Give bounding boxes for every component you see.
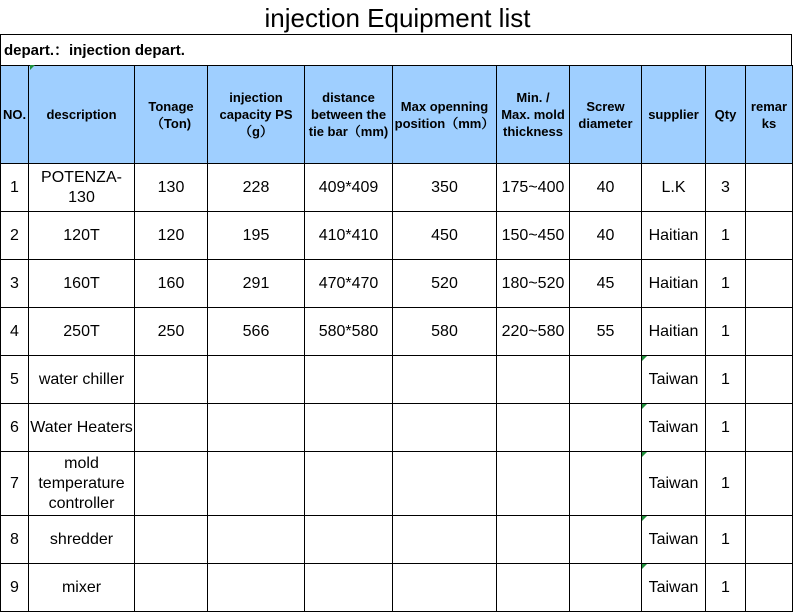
cell-screw (570, 260, 642, 308)
cell-remarks (746, 308, 793, 356)
cell-description-text: POTENZA-130 (41, 168, 122, 206)
cell-description-text: mixer (61, 578, 102, 596)
cell-marker (642, 516, 647, 521)
cell-capacity (208, 164, 305, 212)
cell-tie-bar (305, 164, 393, 212)
cell-qty-text: 1 (721, 418, 730, 436)
cell-tie-bar-text: 580*580 (318, 322, 379, 340)
cell-screw-text: 55 (596, 322, 615, 340)
cell-opening-text: 520 (431, 274, 458, 292)
header-qty: Qty (706, 66, 746, 164)
cell-opening (393, 564, 497, 612)
cell-marker (642, 564, 647, 569)
cell-description-text: mold temperature controller (38, 454, 125, 512)
table-row (1, 516, 793, 564)
cell-tonnage-text: 130 (157, 178, 185, 196)
cell-description (29, 564, 135, 612)
cell-tonnage (135, 308, 208, 356)
cell-capacity (208, 212, 305, 260)
cell-mold-thickness (497, 308, 570, 356)
cell-mold-thickness (497, 564, 570, 612)
cell-supplier-text: Haitian (648, 322, 699, 340)
cell-capacity-text: 228 (242, 178, 270, 196)
cell-tonnage (135, 212, 208, 260)
cell-mold-thickness-text: 150~450 (501, 226, 565, 244)
cell-mold-thickness (497, 516, 570, 564)
cell-tonnage (135, 452, 208, 516)
cell-qty (706, 308, 746, 356)
cell-mold-thickness-text: 220~580 (501, 322, 565, 340)
cell-no-text: 5 (10, 370, 19, 388)
cell-tonnage (135, 564, 208, 612)
cell-no (1, 164, 29, 212)
cell-tonnage-text: 120 (157, 226, 185, 244)
cell-remarks (746, 452, 793, 516)
cell-capacity-text: 291 (242, 274, 270, 292)
cell-supplier (642, 164, 706, 212)
cell-tonnage (135, 164, 208, 212)
cell-no-text: 7 (10, 474, 19, 492)
cell-supplier-text: Taiwan (648, 474, 699, 492)
cell-opening (393, 260, 497, 308)
cell-qty (706, 164, 746, 212)
table-row (1, 452, 793, 516)
cell-no (1, 260, 29, 308)
header-description: description (29, 66, 135, 164)
cell-no (1, 308, 29, 356)
cell-description-text: water chiller (38, 370, 125, 388)
cell-capacity (208, 308, 305, 356)
table-row (1, 404, 793, 452)
cell-qty (706, 260, 746, 308)
cell-screw-text: 40 (596, 226, 615, 244)
cell-opening (393, 452, 497, 516)
cell-remarks (746, 356, 793, 404)
cell-remarks (746, 404, 793, 452)
cell-mold-thickness (497, 212, 570, 260)
cell-opening-text: 350 (431, 178, 458, 196)
department-label: depart.：injection depart. (0, 34, 792, 65)
cell-supplier (642, 212, 706, 260)
cell-description (29, 308, 135, 356)
cell-supplier (642, 260, 706, 308)
cell-opening-text: 450 (431, 226, 458, 244)
equipment-table (0, 65, 793, 612)
header-opening: Max openning position（mm） (393, 66, 497, 164)
cell-qty (706, 564, 746, 612)
cell-qty (706, 452, 746, 516)
cell-marker (642, 404, 647, 409)
cell-tie-bar (305, 308, 393, 356)
cell-screw-text: 40 (596, 178, 615, 196)
cell-no-text: 9 (10, 578, 19, 596)
table-row (1, 564, 793, 612)
cell-capacity (208, 260, 305, 308)
cell-opening (393, 356, 497, 404)
table-row (1, 260, 793, 308)
cell-no-text: 2 (10, 226, 19, 244)
cell-qty (706, 356, 746, 404)
cell-no-text: 1 (10, 178, 19, 196)
cell-supplier-text: Haitian (648, 226, 699, 244)
cell-mold-thickness (497, 452, 570, 516)
cell-qty-text: 1 (721, 226, 730, 244)
cell-supplier (642, 404, 706, 452)
header-no: NO. (1, 66, 29, 164)
cell-tonnage (135, 260, 208, 308)
cell-opening-text: 580 (431, 322, 458, 340)
cell-no (1, 212, 29, 260)
cell-opening (393, 516, 497, 564)
cell-capacity (208, 564, 305, 612)
cell-supplier-text: Taiwan (648, 530, 699, 548)
cell-remarks (746, 516, 793, 564)
header-capacity: injection capacity PS （g） (208, 66, 305, 164)
cell-description (29, 452, 135, 516)
cell-capacity-text: 566 (242, 322, 270, 340)
cell-screw (570, 452, 642, 516)
cell-tie-bar (305, 356, 393, 404)
cell-capacity (208, 516, 305, 564)
header-remarks: remar ks (746, 66, 793, 164)
cell-tonnage (135, 516, 208, 564)
cell-description (29, 260, 135, 308)
cell-no-text: 4 (10, 322, 19, 340)
cell-description-text: 160T (63, 274, 100, 292)
cell-supplier (642, 452, 706, 516)
cell-no (1, 356, 29, 404)
cell-screw (570, 564, 642, 612)
cell-mold-thickness (497, 260, 570, 308)
cell-description-text: shredder (49, 530, 114, 548)
cell-screw (570, 516, 642, 564)
cell-supplier (642, 356, 706, 404)
header-supplier: supplier (642, 66, 706, 164)
table-body (1, 164, 793, 612)
table-row (1, 308, 793, 356)
cell-qty (706, 404, 746, 452)
cell-capacity (208, 452, 305, 516)
cell-supplier (642, 308, 706, 356)
cell-tie-bar (305, 516, 393, 564)
cell-capacity (208, 356, 305, 404)
cell-qty-text: 1 (721, 578, 730, 596)
table-row (1, 356, 793, 404)
cell-marker (642, 356, 647, 361)
cell-tie-bar-text: 470*470 (318, 274, 379, 292)
cell-supplier-text: Taiwan (648, 578, 699, 596)
cell-opening (393, 308, 497, 356)
cell-marker (30, 65, 35, 70)
header-tonnage: Tonage （Ton) (135, 66, 208, 164)
cell-supplier (642, 516, 706, 564)
cell-remarks (746, 564, 793, 612)
cell-description (29, 164, 135, 212)
header-screw: Screw diameter (570, 66, 642, 164)
cell-no-text: 6 (10, 418, 19, 436)
cell-description-text: Water Heaters (30, 418, 133, 436)
table-row (1, 164, 793, 212)
cell-description (29, 516, 135, 564)
cell-qty-text: 1 (721, 322, 730, 340)
cell-supplier-text: Taiwan (648, 370, 699, 388)
cell-mold-thickness (497, 356, 570, 404)
cell-capacity (208, 404, 305, 452)
cell-tie-bar-text: 410*410 (318, 226, 379, 244)
cell-screw-text: 45 (596, 274, 615, 292)
cell-no (1, 404, 29, 452)
header-tie-bar: distance between the tie bar（mm) (305, 66, 393, 164)
cell-description (29, 356, 135, 404)
cell-opening (393, 212, 497, 260)
cell-supplier-text: Taiwan (648, 418, 699, 436)
cell-screw (570, 404, 642, 452)
cell-no-text: 8 (10, 530, 19, 548)
page-title: injection Equipment list (264, 3, 531, 33)
cell-tonnage (135, 404, 208, 452)
cell-tie-bar (305, 452, 393, 516)
header-mold-thickness: Min. / Max. mold thickness (497, 66, 570, 164)
cell-tie-bar (305, 564, 393, 612)
cell-tie-bar-text: 409*409 (318, 178, 379, 196)
cell-supplier (642, 564, 706, 612)
cell-mold-thickness-text: 175~400 (501, 178, 565, 196)
cell-qty-text: 3 (721, 178, 730, 196)
cell-tonnage-text: 250 (157, 322, 185, 340)
cell-remarks (746, 164, 793, 212)
cell-tonnage (135, 356, 208, 404)
cell-remarks (746, 260, 793, 308)
cell-no (1, 452, 29, 516)
cell-description-text: 250T (63, 322, 100, 340)
cell-opening (393, 404, 497, 452)
cell-no (1, 564, 29, 612)
cell-tie-bar (305, 404, 393, 452)
cell-description-text: 120T (63, 226, 100, 244)
cell-no (1, 516, 29, 564)
cell-qty (706, 516, 746, 564)
table-row (1, 212, 793, 260)
cell-supplier-text: Haitian (648, 274, 699, 292)
cell-capacity-text: 195 (242, 226, 270, 244)
cell-remarks (746, 212, 793, 260)
cell-tonnage-text: 160 (157, 274, 185, 292)
cell-tie-bar (305, 212, 393, 260)
cell-mold-thickness-text: 180~520 (501, 274, 565, 292)
cell-screw (570, 308, 642, 356)
cell-screw (570, 212, 642, 260)
cell-opening (393, 164, 497, 212)
cell-mold-thickness (497, 164, 570, 212)
cell-supplier-text: L.K (661, 178, 686, 196)
cell-mold-thickness (497, 404, 570, 452)
cell-qty-text: 1 (721, 370, 730, 388)
cell-screw (570, 356, 642, 404)
cell-description (29, 404, 135, 452)
cell-qty-text: 1 (721, 274, 730, 292)
cell-qty-text: 1 (721, 474, 730, 492)
cell-description (29, 212, 135, 260)
cell-screw (570, 164, 642, 212)
cell-qty-text: 1 (721, 530, 730, 548)
cell-qty (706, 212, 746, 260)
cell-tie-bar (305, 260, 393, 308)
cell-marker (642, 452, 647, 457)
cell-no-text: 3 (10, 274, 19, 292)
header-row (1, 66, 793, 164)
